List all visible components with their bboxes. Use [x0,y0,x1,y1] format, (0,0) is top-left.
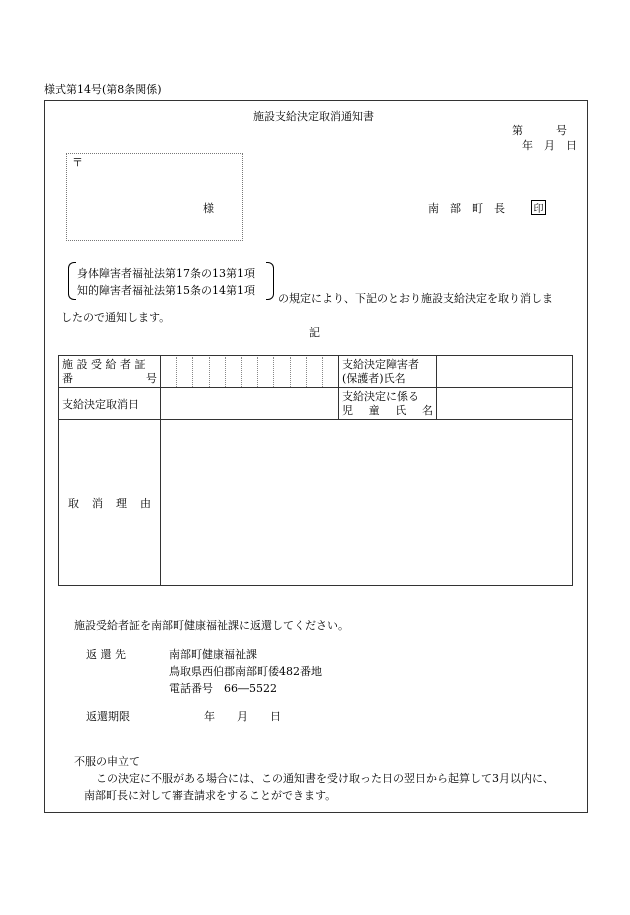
child-name-label: 支給決定に係る 児 童 氏 名 [339,388,437,420]
recipient-name-label: 支給決定障害者 (保護者)氏名 [339,356,437,388]
reason-value [161,420,573,586]
details-table [58,355,573,586]
return-to-address: 鳥取県西伯郡南部町倭482番地 [169,665,322,678]
addressee-suffix: 様 [203,202,214,215]
right-brace [266,262,274,300]
ki-heading: 記 [309,326,320,339]
deadline-label: 返還期限 [86,710,130,723]
postal-mark: 〒 [72,156,83,169]
cancel-date-value [161,388,339,420]
appeal-line-1: この決定に不服がある場合には、この通知書を受け取った日の翌日から起算して3月以内に、 [96,772,554,785]
law-reference-2: 知的障害者福祉法第15条の14第1項 [77,284,255,297]
body-text-line-1: の規定により、下記のとおり施設支給決定を取り消しま [278,292,553,305]
seal-mark: 印 [531,200,546,215]
body-text-line-2: したので通知します。 [61,311,171,324]
return-to-label: 返 還 先 [86,648,126,661]
cert-number-label: 施 設 受 給 者 証 番 号 [59,356,161,388]
left-brace [68,262,76,300]
cancel-date-label: 支給決定取消日 [59,388,161,420]
return-to-office: 南部町健康福祉課 [169,648,257,661]
return-to-phone: 電話番号 66―5522 [169,682,277,695]
return-notice: 施設受給者証を南部町健康福祉課に返還してください。 [74,619,349,632]
child-name-value [437,388,573,420]
issue-date: 年 月 日 [522,139,577,152]
document-title: 施設支給決定取消通知書 [253,110,374,123]
recipient-name-value [437,356,573,388]
document-number: 第 号 [512,124,567,137]
deadline-value: 年 月 日 [204,710,281,723]
cert-number-digits [161,356,339,388]
issuer-name: 南 部 町 長 [428,202,505,215]
appeal-line-2: 南部町長に対して審査請求をすることができます。 [84,789,337,802]
reason-label: 取 消 理 由 [59,420,161,586]
appeal-title: 不服の申立て [74,755,140,768]
law-reference-1: 身体障害者福祉法第17条の13第1項 [77,267,255,280]
address-box [66,153,243,241]
form-number-label: 様式第14号(第8条関係) [44,83,162,96]
